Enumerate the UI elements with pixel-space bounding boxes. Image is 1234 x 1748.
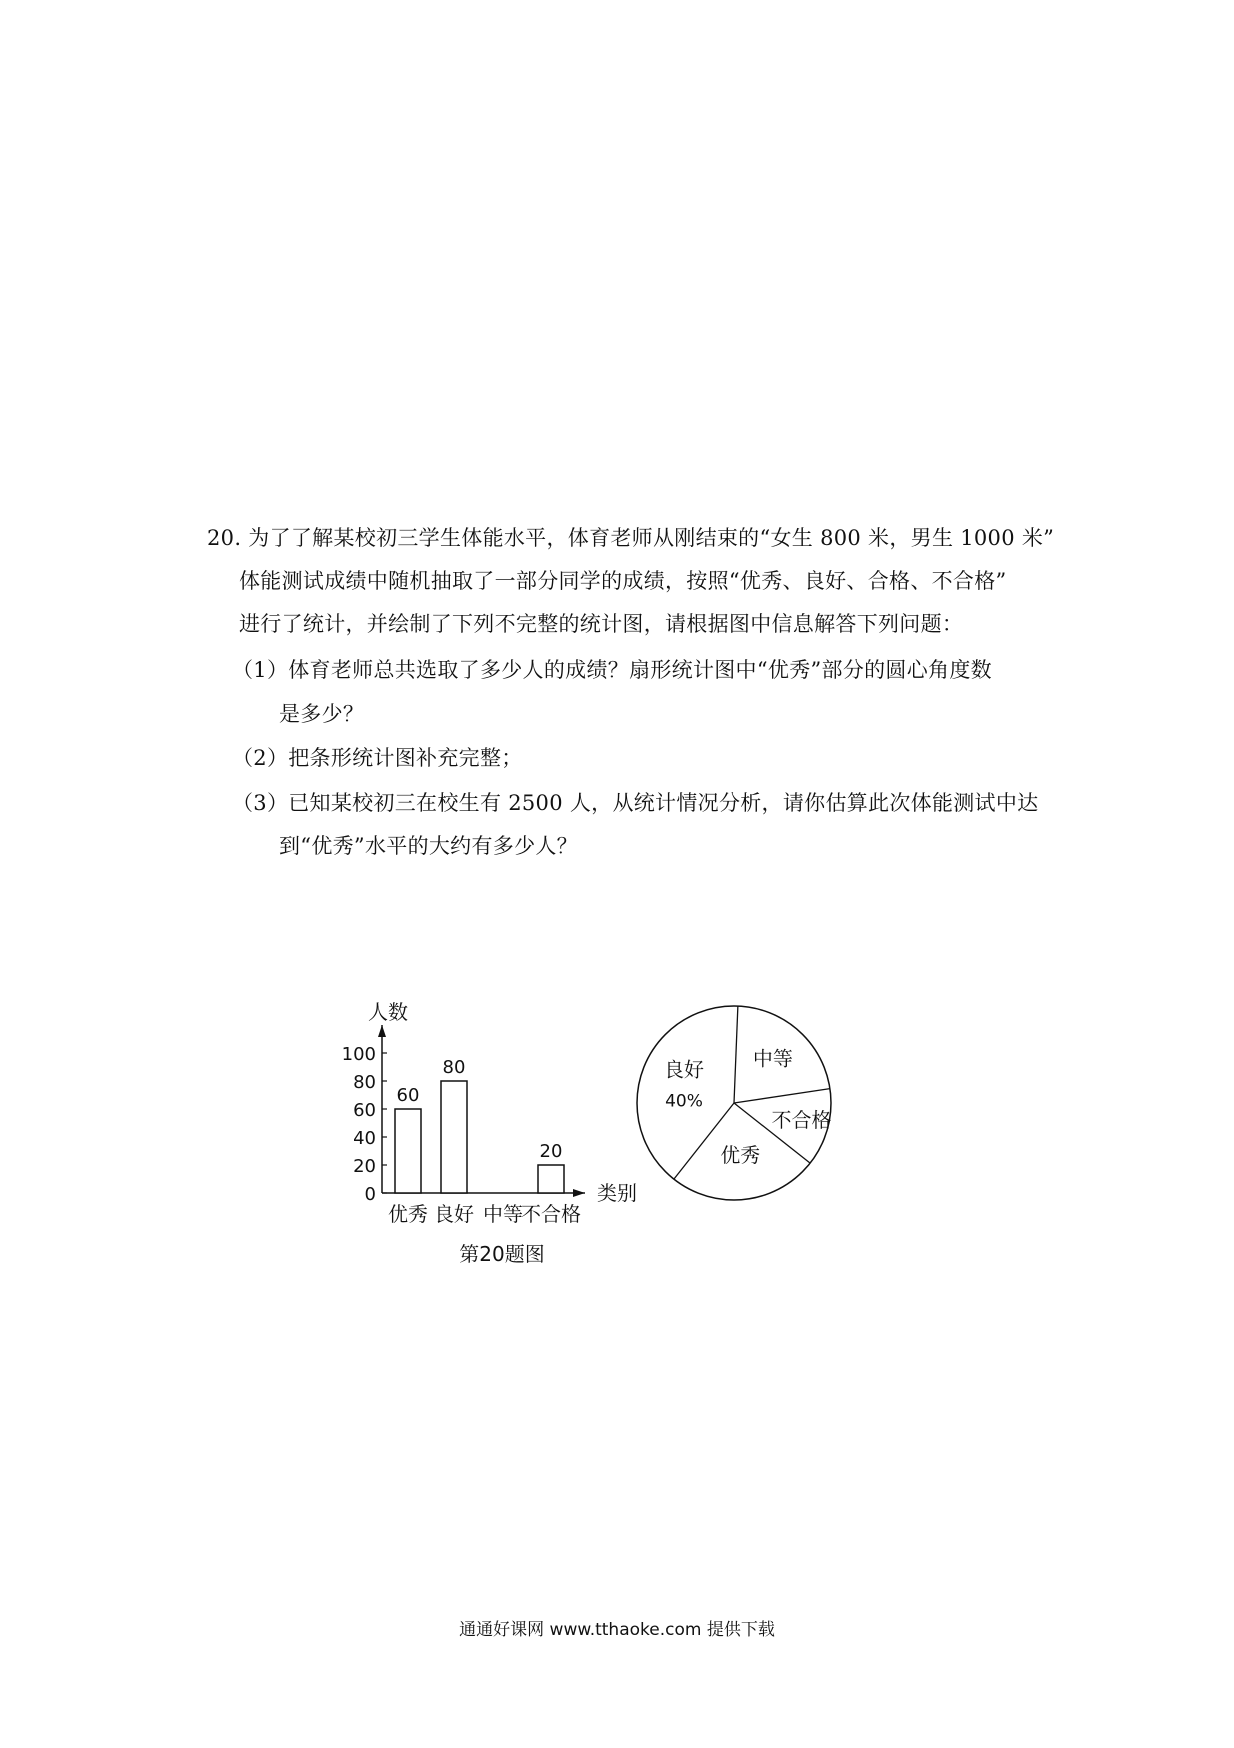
y-tick-label: 0 <box>364 1184 376 1205</box>
x-tick-label: 中等 <box>483 1202 523 1226</box>
footer-text: 通通好课网 www.tthaoke.com 提供下载 <box>459 1620 775 1640</box>
bar-data-label: 60 <box>396 1085 420 1106</box>
y-tick-label: 80 <box>353 1072 376 1093</box>
pie-label-中等: 中等 <box>752 1046 793 1071</box>
y-tick-label: 100 <box>341 1044 376 1065</box>
pie-label-优秀: 优秀 <box>720 1142 761 1167</box>
x-tick-label: 不合格 <box>521 1202 581 1226</box>
bar-data-label: 80 <box>442 1057 466 1078</box>
question-part-1-cont: 是多少？ <box>279 702 365 726</box>
figure-svg <box>320 985 960 1285</box>
bar-data-label: 20 <box>539 1141 563 1162</box>
bar-不合格 <box>538 1165 564 1193</box>
y-tick-label: 20 <box>353 1156 376 1177</box>
figure-caption: 第20题图 <box>459 1242 545 1266</box>
question-line-2: 体能测试成绩中随机抽取了一部分同学的成绩，按照“优秀、良好、合格、不合格” <box>239 569 1007 593</box>
question-part-3: （3）已知某校初三在校生有 2500 人，从统计情况分析，请你估算此次体能测试中达 <box>232 791 1039 815</box>
figure <box>320 985 960 1285</box>
bar-优秀 <box>395 1109 421 1193</box>
x-tick-label: 良好 <box>434 1202 474 1226</box>
bar-良好 <box>441 1081 467 1193</box>
question-part-2: （2）把条形统计图补充完整； <box>232 746 523 770</box>
x-axis-arrow <box>573 1189 585 1197</box>
question-line-1: 20. 为了了解某校初三学生体能水平，体育老师从刚结束的“女生 800 米，男生 1000 米” <box>207 526 1055 550</box>
pie-percent-label: 40% <box>665 1091 703 1112</box>
y-axis-label: 人数 <box>368 1000 408 1024</box>
x-tick-label: 优秀 <box>388 1202 428 1226</box>
y-tick-label: 60 <box>353 1100 376 1121</box>
question-line-3: 进行了统计，并绘制了下列不完整的统计图，请根据图中信息解答下列问题： <box>239 612 964 636</box>
y-axis-arrow <box>378 1025 386 1037</box>
question-part-1: （1）体育老师总共选取了多少人的成绩？扇形统计图中“优秀”部分的圆心角度数 <box>232 658 992 682</box>
x-axis-label: 类别 <box>597 1181 637 1205</box>
y-tick-label: 40 <box>353 1128 376 1149</box>
pie-label-良好: 良好 <box>663 1057 704 1082</box>
question-part-3-cont: 到“优秀”水平的大约有多少人？ <box>279 834 578 858</box>
pie-label-不合格: 不合格 <box>771 1107 832 1132</box>
